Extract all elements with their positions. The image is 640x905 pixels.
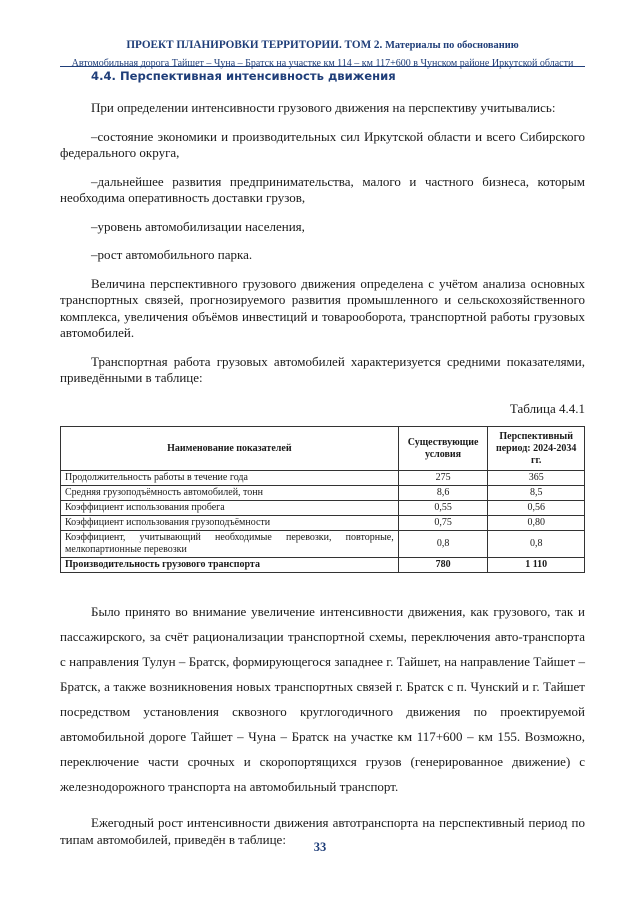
- indicator-name: Коэффициент использования пробега: [61, 501, 399, 516]
- paragraph-freight-forecast: Величина перспективного грузового движения определена с учётом анализа основных транспортных связей, прогнозируемого развития промышленного и сельскохозяйственного комплекса, увеличения объёмов инвестиций и товарооборота, транспортной работы грузовых автомобилей.: [60, 275, 585, 340]
- header-cell-current: Существующие условия: [398, 427, 488, 471]
- future-value: 0,80: [488, 516, 585, 531]
- table-row: [61, 486, 585, 501]
- table-row: [61, 501, 585, 516]
- paragraph-annual-growth: Ежегодный рост интенсивности движения автотранспорта на перспективный период по типам автомобилей, приведён в таблице:: [60, 815, 585, 847]
- current-value: 8,6: [398, 486, 488, 501]
- table-total-row: [61, 558, 585, 573]
- header-cell-indicator: Наименование показателей: [61, 427, 399, 471]
- header-divider: [60, 66, 585, 67]
- future-value: 0,56: [488, 501, 585, 516]
- paragraph-transport-work: Транспортная работа грузовых автомобилей характеризуется средними показателями, приведёнными в таблице:: [60, 353, 585, 385]
- factor-item: –состояние экономики и производительных сил Иркутской области и всего Сибирского федерального округа,: [60, 128, 585, 160]
- indicator-name: Средняя грузоподъёмность автомобилей, тонн: [61, 486, 399, 501]
- factor-item: –уровень автомобилизации населения,: [91, 218, 305, 234]
- future-value: 8,5: [488, 486, 585, 501]
- factor-item: –дальнейшее развития предпринимательства, малого и частного бизнеса, которым необходима оперативность доставки грузов,: [60, 173, 585, 205]
- table-row: [61, 471, 585, 486]
- page-content: [60, 68, 585, 860]
- current-value: 275: [398, 471, 488, 486]
- table-row: [61, 531, 585, 558]
- table-row: [61, 516, 585, 531]
- future-value: 1 110: [488, 558, 585, 573]
- indicator-name: Продолжительность работы в течение года: [61, 471, 399, 486]
- indicator-name: Коэффициент, учитывающий необходимые перевозки, повторные, мелкопартионные перевозки: [61, 531, 399, 558]
- table-caption: Таблица 4.4.1: [509, 400, 585, 416]
- indicator-name: Коэффициент использования грузоподъёмности: [61, 516, 399, 531]
- document-title: [60, 38, 585, 53]
- indicators-table: [60, 426, 585, 573]
- future-value: 0,8: [488, 531, 585, 558]
- current-value: 0,8: [398, 531, 488, 558]
- page-number: 33: [313, 840, 327, 854]
- current-value: 0,75: [398, 516, 488, 531]
- section-heading: 4.4. Перспективная интенсивность движения: [91, 69, 396, 83]
- document-title-main: ПРОЕКТ ПЛАНИРОВКИ ТЕРРИТОРИИ. ТОМ 2.: [126, 39, 383, 51]
- document-title-volume: Материалы по обоснованию: [385, 40, 519, 51]
- intro-paragraph: При определении интенсивности грузового движения на перспективу учитывались:: [91, 100, 556, 115]
- future-value: 365: [488, 471, 585, 486]
- current-value: 0,55: [398, 501, 488, 516]
- current-value: 780: [398, 558, 488, 573]
- indicator-name: Производительность грузового транспорта: [61, 558, 399, 573]
- header-cell-future: Перспективный период: 2024-2034 гг.: [488, 427, 585, 471]
- document-subtitle: Автомобильная дорога Тайшет – Чуна – Братск на участке км 114 – км 117+600 в Чунском районе Иркутской области: [71, 58, 574, 69]
- factor-item: –рост автомобильного парка.: [91, 247, 253, 262]
- paragraph-traffic-growth: Было принято во внимание увеличение интенсивности движения, как грузового, так и пассажирского, за счёт рационализации транспортной схемы, переключения авто-транспорта с направления Тулун – Братск, формирующегося западнее г. Тайшет, на направление Тайшет – Братск, а также возникновения новых транспортных связей г. Братск с п. Чунский и г. Тайшет посредством установления сквозного круглогодичного движения по проектируемой автомобильной дороге Тайшет – Чуна – Братск на участке км 117+600 – км 155. Возможно, переключение части срочных и скоропортящихся грузов (генерированное движение) с железнодорожного транспорта на автомобильный транспорт.: [60, 604, 585, 794]
- table-header-row: [61, 427, 585, 471]
